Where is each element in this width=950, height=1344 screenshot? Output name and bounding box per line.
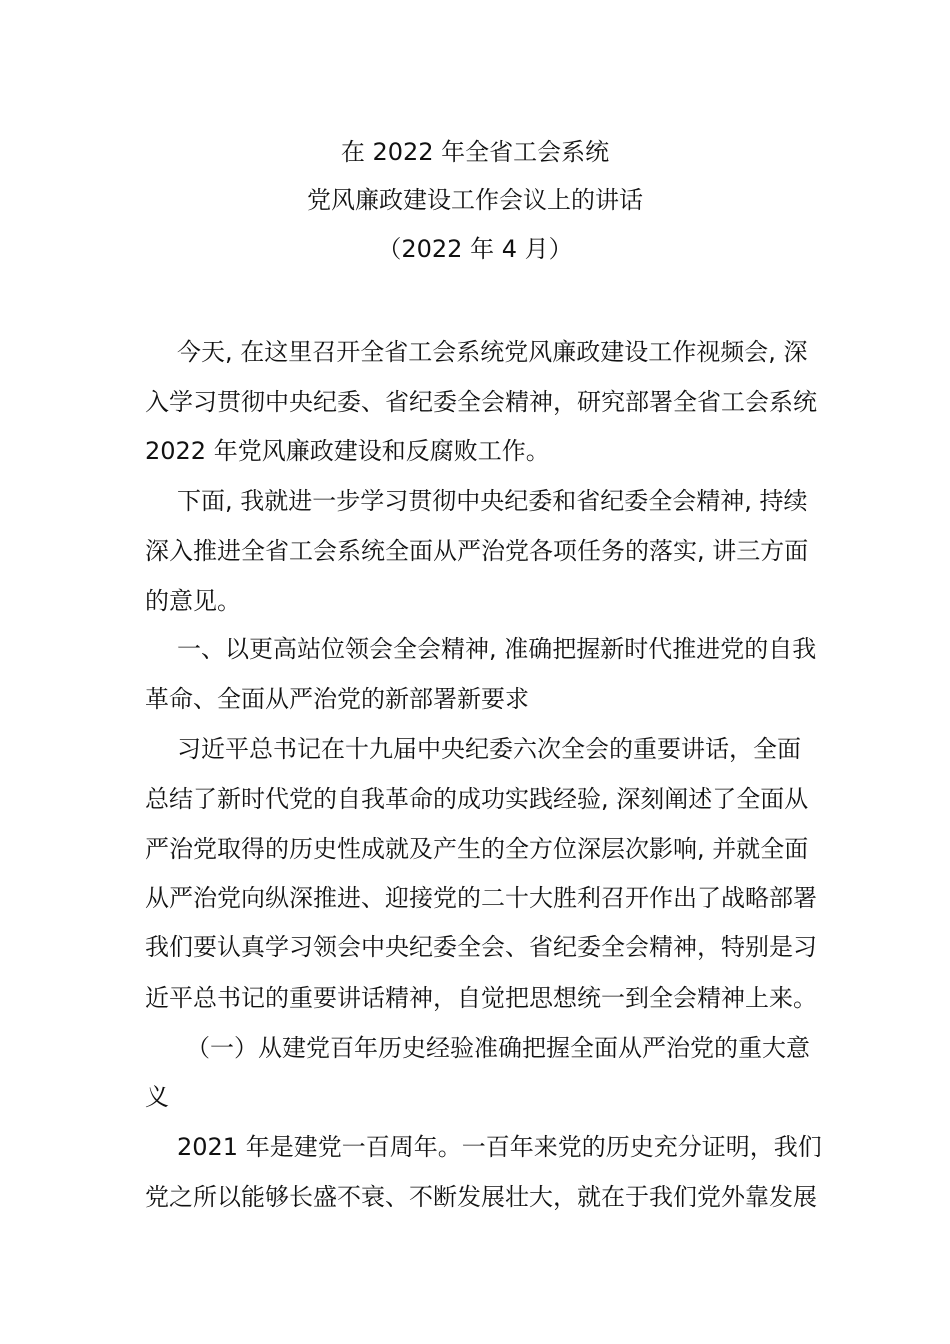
body-text-line: 2021 年是建党一百周年。一百年来党的历史充分证明，我们 xyxy=(177,1133,822,1161)
body-text-line: 总结了新时代党的自我革命的成功实践经验, 深刻阐述了全面从 xyxy=(145,785,809,813)
body-text-line: 今天, 在这里召开全省工会系统党风廉政建设工作视频会, 深 xyxy=(177,338,808,366)
body-text-line: 入学习贯彻中央纪委、省纪委全会精神，研究部署全省工会系统 xyxy=(145,388,817,416)
body-text-line: 习近平总书记在十九届中央纪委六次全会的重要讲话，全面 xyxy=(177,735,801,763)
body-text-line: 的意见。 xyxy=(145,587,241,615)
body-text-line: 近平总书记的重要讲话精神，自觉把思想统一到全会精神上来。 xyxy=(145,984,817,1012)
section-heading-line: 革命、全面从严治党的新部署新要求 xyxy=(145,685,529,713)
subsection-heading-line: （一）从建党百年历史经验准确把握全面从严治党的重大意 xyxy=(186,1034,810,1062)
body-text-line: 党之所以能够长盛不衰、不断发展壮大，就在于我们党外靠发展 xyxy=(145,1183,817,1211)
subsection-heading-line: 义 xyxy=(145,1083,169,1111)
document-title-line-1: 在 2022 年全省工会系统 xyxy=(340,138,610,166)
document-title-line-2: 党风廉政建设工作会议上的讲话 xyxy=(307,186,643,214)
body-text-line: 我们要认真学习领会中央纪委全会、省纪委全会精神，特别是习 xyxy=(145,933,817,961)
body-text-line: 下面, 我就进一步学习贯彻中央纪委和省纪委全会精神, 持续 xyxy=(177,487,808,515)
body-text-line: 2022 年党风廉政建设和反腐败工作。 xyxy=(145,437,550,465)
section-heading-line: 一、以更高站位领会全会精神, 准确把握新时代推进党的自我 xyxy=(177,635,817,663)
body-text-line: 从严治党向纵深推进、迎接党的二十大胜利召开作出了战略部署 xyxy=(145,884,817,912)
body-text-line: 深入推进全省工会系统全面从严治党各项任务的落实, 讲三方面 xyxy=(145,537,809,565)
body-text-line: 严治党取得的历史性成就及产生的全方位深层次影响, 并就全面 xyxy=(145,835,809,863)
document-date: （2022 年 4 月） xyxy=(377,235,573,263)
